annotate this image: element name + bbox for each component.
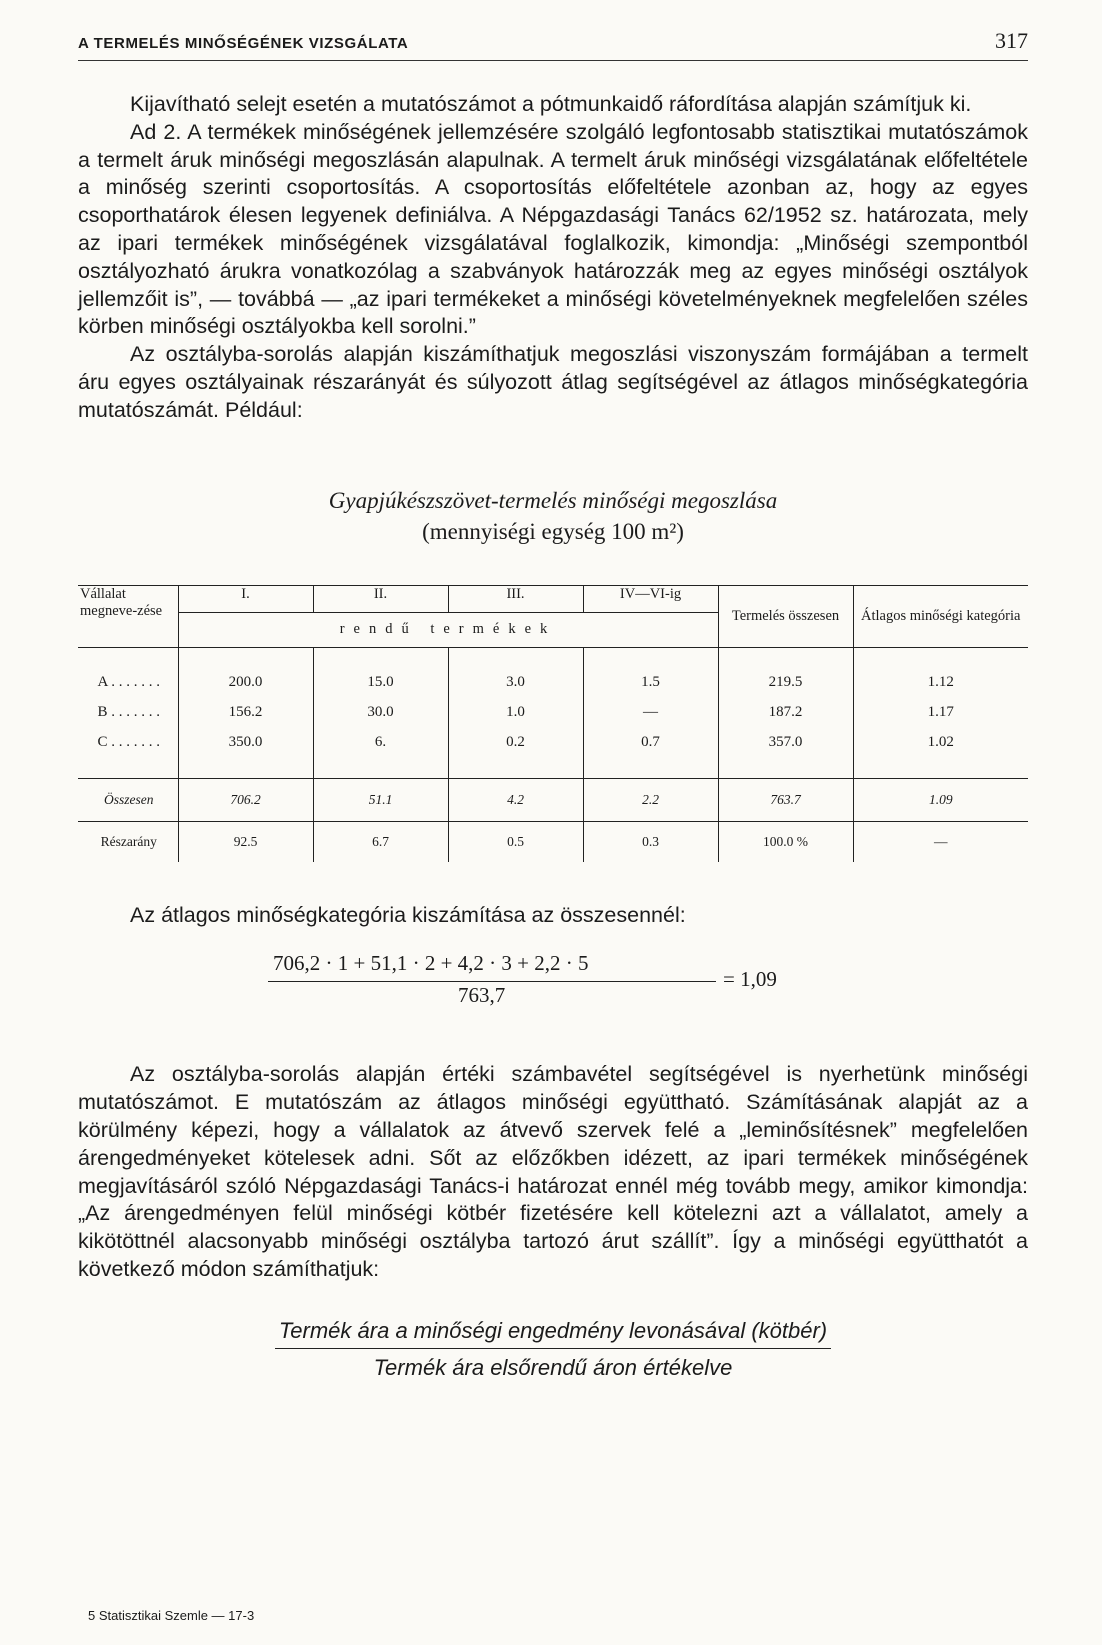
cell: 0.5 [448,821,583,862]
body-text-2 [78,902,1028,930]
cell: 0.2 [448,728,583,758]
table-row [78,668,1028,698]
cell: 350.0 [178,728,313,758]
page-number: 317 [995,28,1028,53]
body-text-3 [78,1061,1028,1283]
running-header [78,28,1028,61]
header-grade-3: III. [448,585,583,612]
paragraph-3: Az osztályba-sorolás alapján kiszámíthatjuk megoszlási viszonyszám formájában a termelt áru egyes osztályainak részarányát és súlyozott átlag segítségével az átlagos minőségkategória mutatószámát. Például: [78,342,1028,422]
coefficient-fraction [78,1318,1028,1381]
cell: — [853,821,1028,862]
table-row [78,698,1028,728]
table-row-ratio [78,821,1028,862]
cell: 6. [313,728,448,758]
cell: 6.7 [313,821,448,862]
cell: 3.0 [448,668,583,698]
cell: 51.1 [313,778,448,821]
cell: 30.0 [313,698,448,728]
cell: 100.0 % [718,821,853,862]
formula-denominator: 763,7 [458,983,506,1008]
row-label: C . . . . . . . [97,734,160,751]
fraction-numerator: Termék ára a minőségi engedmény levonásával (kötbér) [275,1318,831,1349]
table-caption-block [78,485,1028,547]
table-row-total [78,778,1028,821]
cell: 1.5 [583,668,718,698]
page [78,28,1028,1381]
paragraph-4: Az átlagos minőségkategória kiszámítása az összesennél: [130,902,686,927]
table-row [78,728,1028,758]
formula-result: = 1,09 [723,967,777,992]
quality-distribution-table [78,585,1028,862]
fraction-bar [268,981,716,982]
cell: 763.7 [718,778,853,821]
cell: 1.09 [853,778,1028,821]
fraction-denominator: Termék ára elsőrendű áron értékelve [373,1354,733,1380]
formula-numerator: 706,2 · 1 + 51,1 · 2 + 4,2 · 3 + 2,2 · 5 [273,951,589,976]
body-text [78,91,1028,425]
page-footer: 5 Statisztikai Szemle — 17-3 [88,1608,255,1623]
cell: 219.5 [718,668,853,698]
cell: 15.0 [313,668,448,698]
cell: 1.12 [853,668,1028,698]
header-total: Termelés összesen [718,585,853,647]
table-caption: Gyapjúkészszövet-termelés minőségi megoszlása [328,487,778,513]
cell: 0.3 [583,821,718,862]
row-label: A . . . . . . . [97,674,160,691]
table-subcaption: (mennyiségi egység 100 m²) [422,518,684,544]
cell: 4.2 [448,778,583,821]
cell: 1.02 [853,728,1028,758]
cell: 92.5 [178,821,313,862]
header-grade-1: I. [178,585,313,612]
header-grade-4-6: IV—VI-ig [583,585,718,612]
cell: — [583,698,718,728]
cell: 1.0 [448,698,583,728]
paragraph-1: Kijavítható selejt esetén a mutatószámot a pótmunkaidő ráfordítása alapján számítjuk ki. [130,92,972,116]
cell: 187.2 [718,698,853,728]
cell: 1.17 [853,698,1028,728]
paragraph-2: Ad 2. A termékek minőségének jellemzésére szolgáló legfontosabb statisztikai mutatószámok a termelt áruk minőségi megoszlásán alapulnak. A termelt áruk minőségi vizsgálatának előfeltétele a minőség szerinti csoportosítás. A csoportosítás előfeltétele azonban az, hogy az egyes csoporthatárok élesen legyenek definiálva. A Népgazdasági Tanács 62/1952 sz. határozata, mely az ipari termékek minőségének vizsgálatával foglalkozik, kimondja: „Minőségi szempontból osztályozható árukra vonatkozólag a szabványok határozzák meg az egyes minőségi osztályok jellemzőit is”, — továbbá — „az ipari termékeket a minőségi követelményeknek megfelelően széles körben minőségi osztályokba kell sorolni.” [78,119,1028,339]
cell: 357.0 [718,728,853,758]
header-avg-category: Átlagos minőségi kategória [853,585,1028,647]
cell: 0.7 [583,728,718,758]
header-grade-2: II. [313,585,448,612]
row-label: Részarány [100,833,157,849]
header-company: Vállalat megneve-zése [80,585,163,619]
paragraph-5: Az osztályba-sorolás alapján értéki számbavétel segítségével is nyerhetünk minőségi mutatószámot. E mutatószám az átlagos minőségi együttható. Számításának alapját az a körülmény képezi, hogy a vállalatok az átvevő szervek felé a „leminősítésnek” megfelelően árengedményeket kötelesek adni. Sőt az előzőkben idézett, az ipari termékek minőségének megjavításáról szóló Népgazdasági Tanács-i határozat ennél még tovább megy, amikor kimondja: „Az árengedményen felül minőségi kötbér fizetésére kell kötelezni azt a vállalatot, amely a kikötöttnél alacsonyabb minőségi osztályba tartozó árut szállít”. Így a minőségi együtthatót a következő módon számíthatjuk: [78,1062,1028,1281]
cell: 2.2 [583,778,718,821]
row-label: B . . . . . . . [97,704,160,721]
average-formula [78,951,1028,1031]
header-title: A TERMELÉS MINŐSÉGÉNEK VIZSGÁLATA [78,35,409,52]
cell: 156.2 [178,698,313,728]
cell: 200.0 [178,668,313,698]
cell: 706.2 [178,778,313,821]
row-label: Összesen [104,791,154,807]
header-span-label: rendű termékek [178,612,718,647]
